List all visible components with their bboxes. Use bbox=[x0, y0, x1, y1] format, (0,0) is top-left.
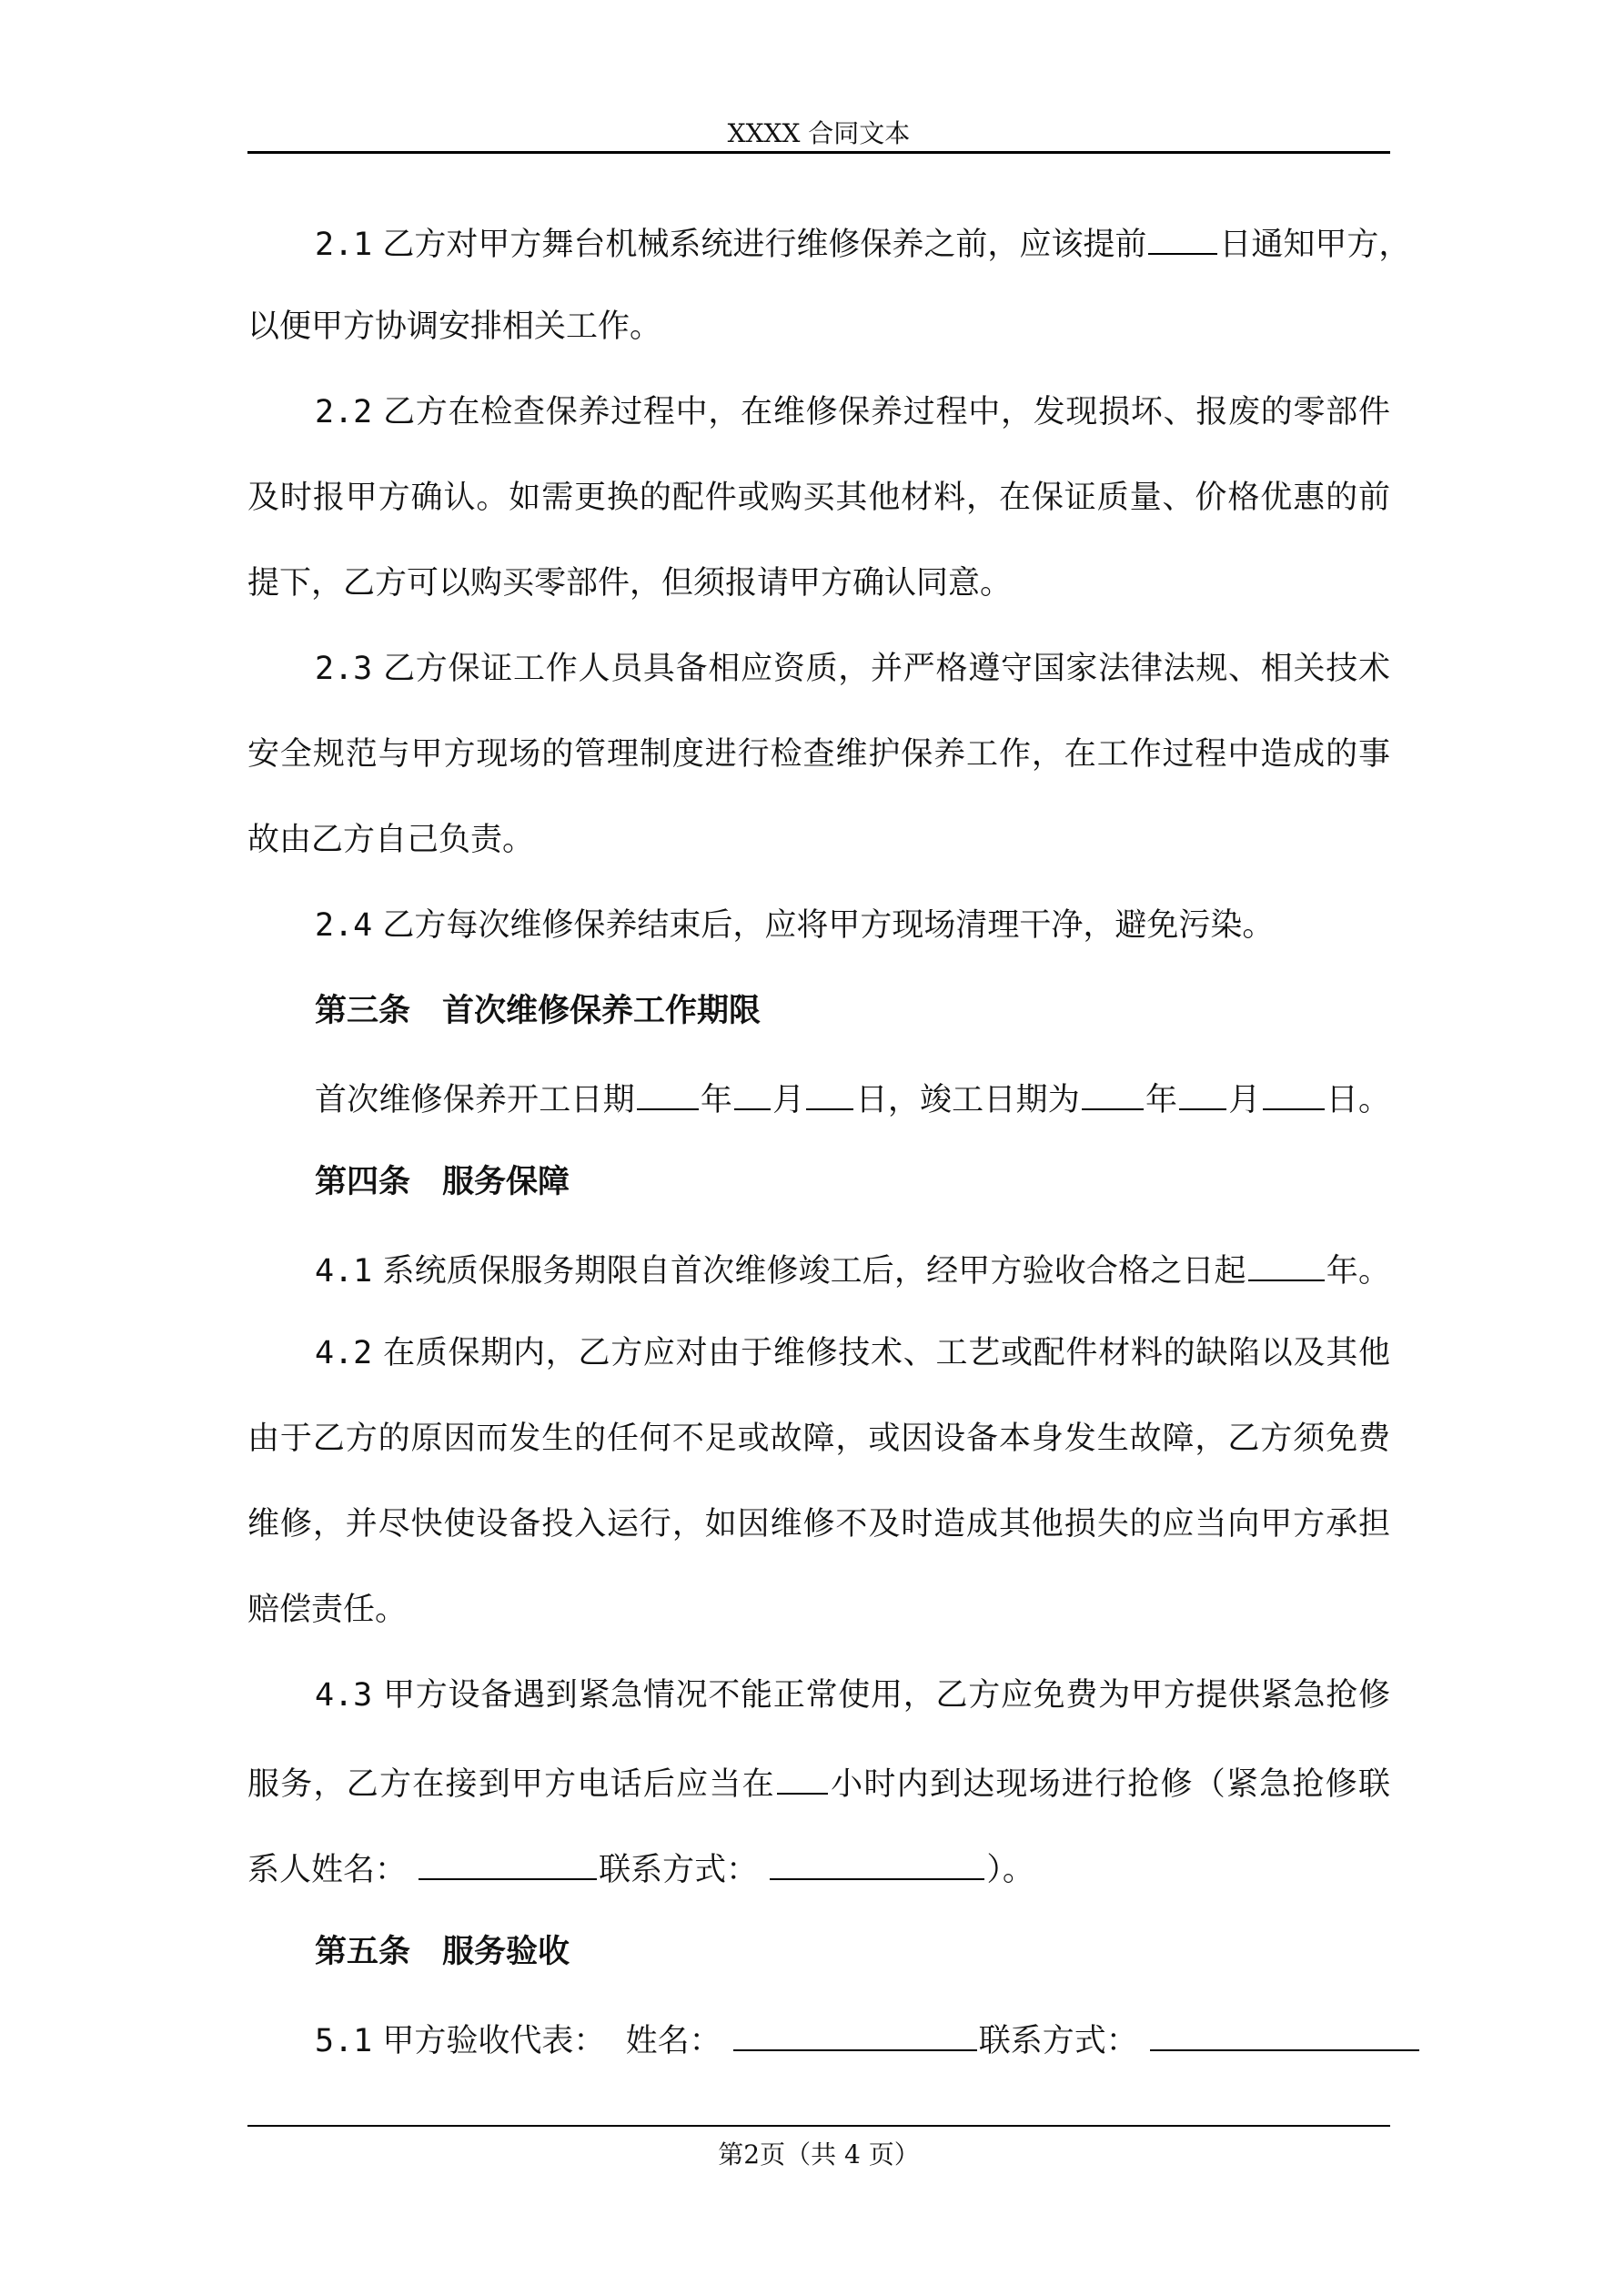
blank-end-day bbox=[1263, 1065, 1325, 1110]
clause-2-3-line-1: 2.3 乙方保证工作人员具备相应资质，并严格遵守国家法律法规、相关技术 bbox=[315, 651, 1390, 687]
clause-2-2-line-2: 及时报甲方确认。如需更换的配件或购买其他材料，在保证质量、价格优惠的前 bbox=[247, 480, 1390, 516]
blank-end-month bbox=[1179, 1065, 1226, 1110]
clause-2-3-line-2: 安全规范与甲方现场的管理制度进行检查维护保养工作，在工作过程中造成的事 bbox=[247, 736, 1390, 773]
article-4-title: 第四条 服务保障 bbox=[315, 1164, 570, 1200]
blank-warranty-years bbox=[1248, 1236, 1325, 1281]
blank-acceptance-name bbox=[733, 2006, 977, 2051]
clause-2-4: 2.4 乙方每次维修保养结束后，应将甲方现场清理干净，避免污染。 bbox=[315, 907, 1275, 944]
clause-4-2-line-1: 4.2 在质保期内，乙方应对由于维修技术、工艺或配件材料的缺陷以及其他 bbox=[315, 1335, 1390, 1371]
clause-2-2-line-3: 提下，乙方可以购买零部件，但须报请甲方确认同意。 bbox=[247, 565, 1013, 602]
footer-rule bbox=[247, 2125, 1390, 2127]
blank-notice-days bbox=[1148, 209, 1217, 255]
blank-start-month bbox=[734, 1065, 771, 1110]
clause-4-2-line-2: 由于乙方的原因而发生的任何不足或故障，或因设备本身发生故障，乙方须免费 bbox=[247, 1421, 1390, 1457]
clause-4-3-line-1: 4.3 甲方设备遇到紧急情况不能正常使用，乙方应免费为甲方提供紧急抢修 bbox=[315, 1677, 1390, 1714]
blank-acceptance-contact bbox=[1150, 2006, 1419, 2051]
clause-4-2-line-4: 赔偿责任。 bbox=[247, 1592, 408, 1628]
blank-contact-method bbox=[770, 1835, 984, 1880]
clause-4-3-line-2: 服务，乙方在接到甲方电话后应当在 小时内到达现场进行抢修（紧急抢修联 bbox=[247, 1749, 1390, 1835]
blank-start-year bbox=[637, 1065, 699, 1110]
page-footer: 第2页（共 4 页） bbox=[718, 2139, 920, 2170]
clause-2-1-line-2: 以便甲方协调安排相关工作。 bbox=[247, 308, 662, 345]
clause-2-3-line-3: 故由乙方自己负责。 bbox=[247, 822, 535, 858]
clause-4-3-line-3: 系人姓名： 联系方式： ）。 bbox=[247, 1835, 1390, 1920]
clause-2-2-line-1: 2.2 乙方在检查保养过程中，在维修保养过程中，发现损坏、报废的零部件 bbox=[315, 394, 1390, 430]
clause-4-2-line-3: 维修，并尽快使设备投入运行，如因维修不及时造成其他损失的应当向甲方承担 bbox=[247, 1506, 1390, 1542]
page-header: XXXX 合同文本 bbox=[727, 118, 911, 148]
clause-5-1: 5.1 甲方验收代表： 姓名： 联系方式： bbox=[247, 2006, 1390, 2091]
clause-4-1: 4.1 系统质保服务期限自首次维修竣工后，经甲方验收合格之日起 年。 bbox=[247, 1236, 1390, 1321]
blank-contact-name bbox=[419, 1835, 597, 1880]
clause-2-1-line-1: 2.1 乙方对甲方舞台机械系统进行维修保养之前，应该提前 日通知甲方， bbox=[247, 209, 1390, 295]
document-body bbox=[247, 209, 1411, 2091]
article-5-title: 第五条 服务验收 bbox=[315, 1934, 570, 1970]
blank-end-year bbox=[1082, 1065, 1144, 1110]
blank-response-hours bbox=[777, 1749, 828, 1795]
blank-start-day bbox=[806, 1065, 853, 1110]
header-rule bbox=[247, 151, 1390, 154]
article-3-title: 第三条 首次维修保养工作期限 bbox=[315, 993, 762, 1029]
article-3-dates: 首次维修保养开工日期 年 月 日，竣工日期为 年 月 日。 bbox=[247, 1065, 1390, 1150]
